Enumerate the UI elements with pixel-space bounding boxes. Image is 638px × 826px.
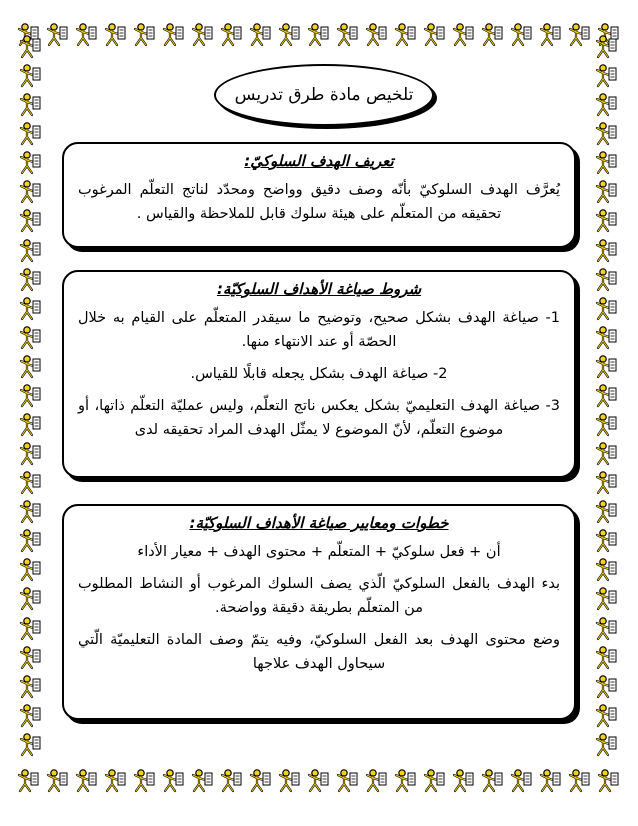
stick-figure-icon: [18, 412, 44, 438]
stick-figure-icon: [18, 267, 44, 293]
stick-figure-icon: [132, 22, 158, 48]
bottom-border: [16, 764, 622, 798]
stick-figure-icon: [594, 267, 620, 293]
stick-figure-icon: [480, 768, 506, 794]
stick-figure-icon: [509, 22, 535, 48]
stick-figure-icon: [594, 63, 620, 89]
stick-figure-icon: [364, 22, 390, 48]
stick-figure-icon: [594, 296, 620, 322]
stick-figure-icon: [18, 238, 44, 264]
stick-figure-icon: [103, 768, 129, 794]
stick-figure-icon: [18, 92, 44, 118]
stick-figure-icon: [596, 768, 622, 794]
stick-figure-icon: [18, 441, 44, 467]
stick-figure-icon: [422, 768, 448, 794]
stick-figure-icon: [18, 325, 44, 351]
stick-figure-icon: [18, 499, 44, 525]
top-border: [16, 18, 622, 52]
left-border: [16, 34, 46, 758]
stick-figure-icon: [18, 121, 44, 147]
stick-figure-icon: [18, 179, 44, 205]
conditions-item-2: 2- صياغة الهدف بشكل يجعله قابلًا للقياس.: [190, 366, 448, 382]
page-title: تلخيص مادة طرق تدريس: [234, 85, 414, 105]
stick-figure-icon: [18, 63, 44, 89]
stick-figure-icon: [594, 150, 620, 176]
stick-figure-icon: [18, 732, 44, 758]
stick-figure-icon: [594, 470, 620, 496]
stick-figure-icon: [364, 768, 390, 794]
stick-figure-icon: [16, 768, 42, 794]
stick-figure-icon: [594, 92, 620, 118]
conditions-box: [62, 270, 576, 478]
right-border: [592, 34, 622, 758]
stick-figure-icon: [18, 470, 44, 496]
stick-figure-icon: [45, 768, 71, 794]
stick-figure-icon: [594, 208, 620, 234]
stick-figure-icon: [451, 22, 477, 48]
stick-figure-icon: [509, 768, 535, 794]
stick-figure-icon: [594, 325, 620, 351]
stick-figure-icon: [18, 616, 44, 642]
stick-figure-icon: [18, 645, 44, 671]
stick-figure-icon: [594, 586, 620, 612]
stick-figure-icon: [594, 383, 620, 409]
steps-item-1: بدء الهدف بالفعل السلوكيّ الّذي يصف السلوك المرغوب أو النشاط المطلوب من المتعلّم بطريقة دقيقة وواضحة.: [78, 576, 560, 616]
definition-box: [62, 142, 576, 248]
stick-figure-icon: [248, 22, 274, 48]
stick-figure-icon: [567, 22, 593, 48]
conditions-item-3: 3- صياغة الهدف التعليميّ بشكل يعكس ناتج التعلّم، وليس عمليّة التعلّم ذاتها، أو موضوع التعلّم، لأنّ الموضوع لا يمثّل الهدف المراد تحقيقه لدى: [78, 398, 560, 438]
stick-figure-icon: [306, 22, 332, 48]
stick-figure-icon: [594, 34, 620, 60]
stick-figure-icon: [306, 768, 332, 794]
stick-figure-icon: [18, 208, 44, 234]
stick-figure-icon: [594, 645, 620, 671]
stick-figure-icon: [132, 768, 158, 794]
stick-figure-icon: [18, 557, 44, 583]
stick-figure-icon: [594, 528, 620, 554]
stick-figure-icon: [567, 768, 593, 794]
stick-figure-icon: [451, 768, 477, 794]
stick-figure-icon: [393, 768, 419, 794]
stick-figure-icon: [594, 703, 620, 729]
stick-figure-icon: [594, 557, 620, 583]
stick-figure-icon: [161, 768, 187, 794]
stick-figure-icon: [594, 179, 620, 205]
stick-figure-icon: [18, 150, 44, 176]
stick-figure-icon: [594, 499, 620, 525]
stick-figure-icon: [45, 22, 71, 48]
stick-figure-icon: [18, 34, 44, 60]
stick-figure-icon: [74, 22, 100, 48]
stick-figure-icon: [335, 22, 361, 48]
stick-figure-icon: [18, 296, 44, 322]
stick-figure-icon: [594, 238, 620, 264]
steps-heading: خطوات ومعايير صياغة الأهداف السلوكيّة:: [189, 514, 449, 532]
stick-figure-icon: [594, 121, 620, 147]
conditions-heading: شروط صياغة الأهداف السلوكيّة:: [216, 280, 422, 298]
stick-figure-icon: [594, 674, 620, 700]
stick-figure-icon: [594, 616, 620, 642]
stick-figure-icon: [219, 22, 245, 48]
steps-item-2: وضع محتوى الهدف بعد الفعل السلوكيّ، وفيه يتمّ وصف المادة التعليميّة الّتي سيحاول الهدف علاجها: [78, 632, 560, 672]
stick-figure-icon: [277, 768, 303, 794]
steps-formula: أن + فعل سلوكيّ + المتعلّم + محتوى الهدف + معيار الأداء: [137, 544, 501, 560]
stick-figure-icon: [190, 22, 216, 48]
definition-text: يُعرَّف الهدف السلوكيّ بأنّه وصف دقيق وواضح ومحدّد لناتج التعلّم المرغوب تحقيقه من المتعلّم على هيئة سلوك قابل للملاحظة والقياس .: [78, 182, 560, 222]
stick-figure-icon: [18, 674, 44, 700]
stick-figure-icon: [18, 586, 44, 612]
definition-heading: تعريف الهدف السلوكيّ:: [244, 152, 394, 170]
steps-box: [62, 504, 576, 720]
stick-figure-icon: [18, 703, 44, 729]
stick-figure-icon: [594, 412, 620, 438]
stick-figure-icon: [277, 22, 303, 48]
stick-figure-icon: [18, 383, 44, 409]
stick-figure-icon: [480, 22, 506, 48]
stick-figure-icon: [18, 528, 44, 554]
title-oval: [214, 64, 434, 126]
stick-figure-icon: [248, 768, 274, 794]
stick-figure-icon: [190, 768, 216, 794]
stick-figure-icon: [422, 22, 448, 48]
stick-figure-icon: [103, 22, 129, 48]
stick-figure-icon: [393, 22, 419, 48]
stick-figure-icon: [18, 354, 44, 380]
stick-figure-icon: [161, 22, 187, 48]
stick-figure-icon: [538, 768, 564, 794]
conditions-item-1: 1- صياغة الهدف بشكل صحيح، وتوضيح ما سيقدر المتعلّم على القيام به خلال الحصّة أو عند الانتهاء منها.: [78, 310, 560, 350]
stick-figure-icon: [594, 354, 620, 380]
stick-figure-icon: [219, 768, 245, 794]
stick-figure-icon: [594, 441, 620, 467]
stick-figure-icon: [74, 768, 100, 794]
stick-figure-icon: [594, 732, 620, 758]
stick-figure-icon: [335, 768, 361, 794]
stick-figure-icon: [538, 22, 564, 48]
